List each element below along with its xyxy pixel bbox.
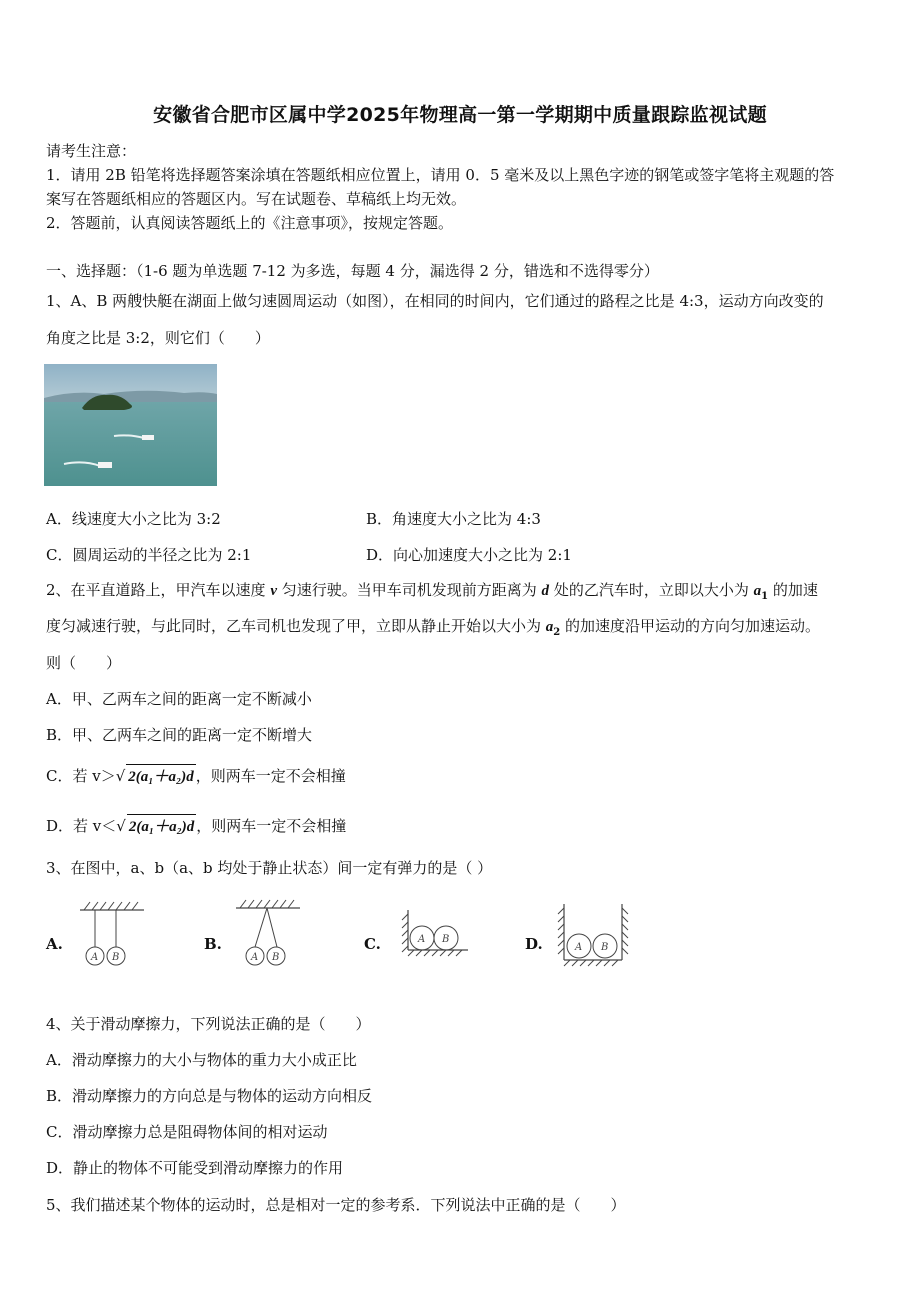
q3-stem: 3、在图中，a、b（a、b 均处于静止状态）间一定有弹力的是（ ） [46,859,493,877]
q3-figure-c-wall-floor [400,906,470,960]
q3-figure-b-pendulum-balls [236,896,302,970]
q3-figure-d-container [556,902,630,968]
page-title: 安徽省合肥市区属中学2025年物理高一第一学期期中质量跟踪监视试题 [153,104,767,126]
notice-item-1a: 1．请用 2B 铅笔将选择题答案涂填在答题纸相应位置上，请用 0．5 毫米及以上黑色字迹的钢笔或签字笔将主观题的答 [46,166,835,184]
svg-text:A: A [91,952,99,963]
q2-option-a: A．甲、乙两车之间的距离一定不断减小 [46,690,312,708]
q4-stem: 4、关于滑动摩擦力，下列说法正确的是（ ） [46,1015,371,1033]
svg-text:A: A [418,934,426,945]
q3-label-d: D. [525,935,543,953]
q2-option-d: D．若 v＜√ 2(a₁＋a₂)d ，则两车一定不会相撞 [46,814,346,836]
q2-option-c: C．若 v＞√ 2(a₁＋a₂)d ，则两车一定不会相撞 [46,764,346,786]
q1-option-d: D．向心加速度大小之比为 2:1 [366,546,572,564]
svg-text:B: B [601,942,609,953]
q1-option-a: A．线速度大小之比为 3:2 [46,510,221,528]
q2-stem-line1: 2、在平直道路上，甲汽车以速度 v 匀速行驶。当甲车司机发现前方距离为 d 处的乙汽车时，立即以大小为 $a_1$ 的加速 [46,581,818,602]
svg-text:B: B [112,952,120,963]
q4-option-d: D．静止的物体不可能受到滑动摩擦力的作用 [46,1159,344,1177]
q2-stem-line3: 则（ ） [46,654,122,672]
q1-stem-line2: 角度之比是 3:2，则它们（ ） [46,329,270,347]
q1-stem-line1: 1、A、B 两艘快艇在湖面上做匀速圆周运动（如图），在相同的时间内，它们通过的路程之比是 4:3，运动方向改变的 [46,292,824,310]
q3-figure-a-hanging-balls [80,900,144,970]
q4-option-c: C．滑动摩擦力总是阻碍物体间的相对运动 [46,1123,328,1141]
q3-label-a: A. [46,935,63,953]
q2-stem-line2: 度匀减速行驶，与此同时，乙车司机也发现了甲，立即从静止开始以大小为 $a_2$ 的加速度沿甲运动的方向匀加速运动。 [46,617,821,638]
svg-text:A: A [575,942,583,953]
q3-label-b: B. [204,935,222,953]
svg-text:B: B [442,934,450,945]
notice-item-2: 2．答题前，认真阅读答题纸上的《注意事项》，按规定答题。 [46,214,454,232]
q5-stem: 5、我们描述某个物体的运动时，总是相对一定的参考系．下列说法中正确的是（ ） [46,1196,626,1214]
notice-heading: 请考生注意： [46,142,137,160]
section-heading: 一、选择题：（1-6 题为单选题 7-12 为多选，每题 4 分，漏选得 2 分，错选和不选得零分） [46,262,659,280]
q1-option-b: B．角速度大小之比为 4:3 [366,510,541,528]
q4-option-b: B．滑动摩擦力的方向总是与物体的运动方向相反 [46,1087,373,1105]
q3-label-c: C. [364,935,381,953]
q2-option-b: B．甲、乙两车之间的距离一定不断增大 [46,726,313,744]
notice-item-1b: 案写在答题纸相应的答题区内。写在试题卷、草稿纸上均无效。 [46,190,467,208]
lake-speedboat-photo [44,364,217,486]
svg-text:B: B [272,952,280,963]
q1-option-c: C．圆周运动的半径之比为 2:1 [46,546,252,564]
q4-option-a: A．滑动摩擦力的大小与物体的重力大小成正比 [46,1051,357,1069]
svg-text:A: A [251,952,259,963]
